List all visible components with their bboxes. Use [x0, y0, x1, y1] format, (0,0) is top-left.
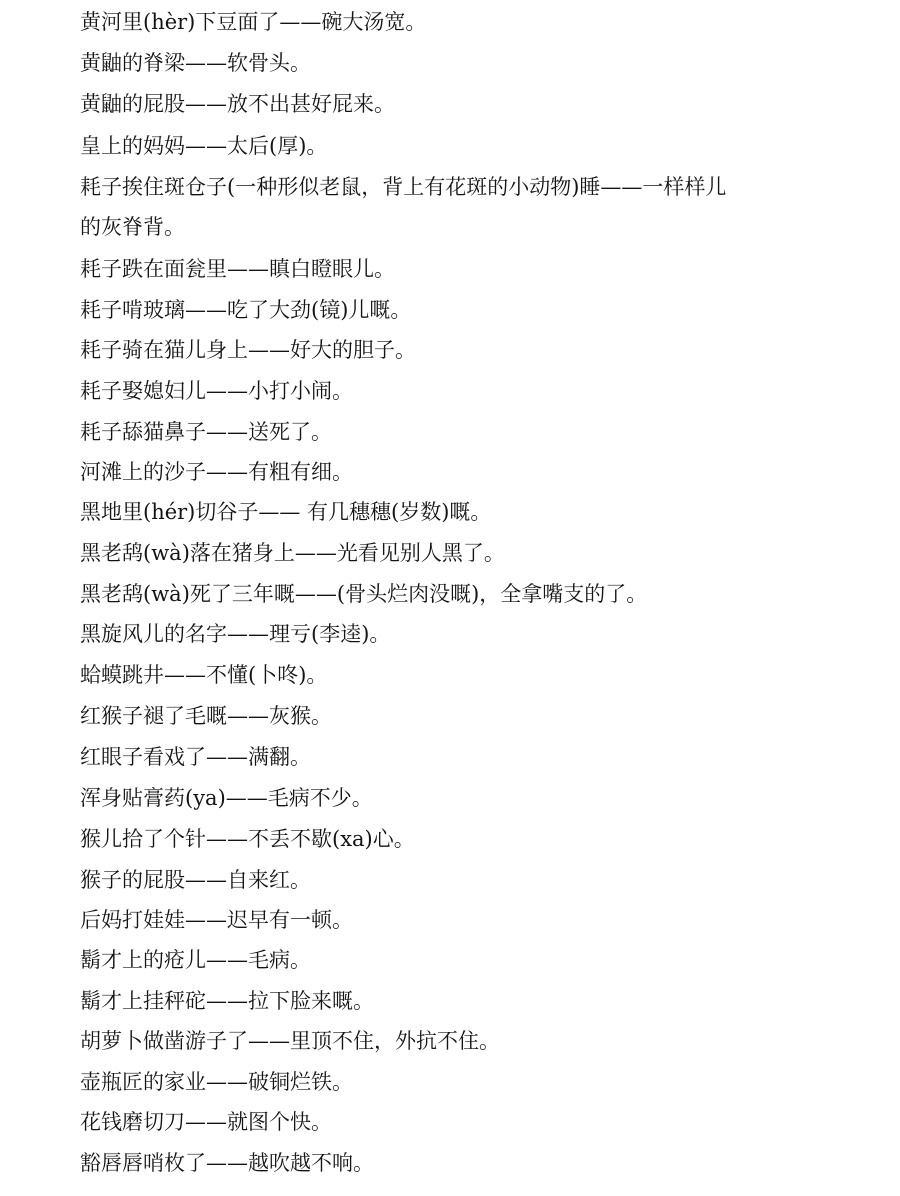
text-line: 黑旋风儿的名字——理亏(李逵)。 [80, 622, 391, 646]
text-line: 耗子啃玻璃——吃了大劲(镜)儿嘅。 [80, 298, 412, 322]
text-line: 鬍才上挂秤砣——拉下脸来嘅。 [80, 989, 374, 1013]
text-line: 花钱磨切刀——就图个快。 [80, 1110, 332, 1134]
text-line: 皇上的妈妈——太后(厚)。 [80, 134, 328, 158]
text-line: 耗子舔猫鼻子——送死了。 [80, 420, 332, 444]
text-line: 黑地里(hér)切谷子—— 有几穗穗(岁数)嘅。 [80, 500, 492, 524]
text-line: 耗子跌在面瓮里——瞋白瞪眼儿。 [80, 257, 395, 281]
text-line: 的灰脊背。 [80, 215, 185, 239]
text-line: 耗子骑在猫儿身上——好大的胆子。 [80, 338, 416, 362]
text-line: 红猴子褪了毛嘅——灰猴。 [80, 704, 332, 728]
text-line: 耗子挨住斑仓子(一种形似老鼠，背上有花斑的小动物)睡——一样样儿 [80, 175, 727, 199]
text-line: 河滩上的沙子——有粗有细。 [80, 460, 353, 484]
text-line: 鬍才上的疮儿——毛病。 [80, 948, 311, 972]
text-line: 黄鼬的脊梁——软骨头。 [80, 51, 311, 75]
text-line: 猴子的屁股——自来红。 [80, 868, 311, 892]
text-line: 黑老鸹(wà)落在猪身上——光看见别人黑了。 [80, 541, 505, 565]
text-line: 浑身贴膏药(ya)——毛病不少。 [80, 786, 373, 810]
text-line: 后妈打娃娃——迟早有一顿。 [80, 908, 353, 932]
text-line: 黄鼬的屁股——放不出甚好屁来。 [80, 92, 395, 116]
text-line: 耗子娶媳妇儿——小打小闹。 [80, 379, 353, 403]
text-line: 壶瓶匠的家业——破铜烂铁。 [80, 1070, 353, 1094]
text-line: 红眼子看戏了——满翻。 [80, 745, 311, 769]
text-line: 豁唇唇哨枚了——越吹越不响。 [80, 1151, 374, 1175]
text-line: 蛤蟆跳井——不懂(卜咚)。 [80, 663, 328, 687]
text-line: 黄河里(hèr)下豆面了——碗大汤宽。 [80, 10, 427, 34]
text-line: 胡萝卜做凿游子了——里顶不住，外抗不住。 [80, 1029, 500, 1053]
text-line: 猴儿拾了个针——不丢不歇(xa)心。 [80, 827, 415, 851]
text-line: 黑老鸹(wà)死了三年嘅——(骨头烂肉没嘅)，全拿嘴支的了。 [80, 582, 648, 606]
